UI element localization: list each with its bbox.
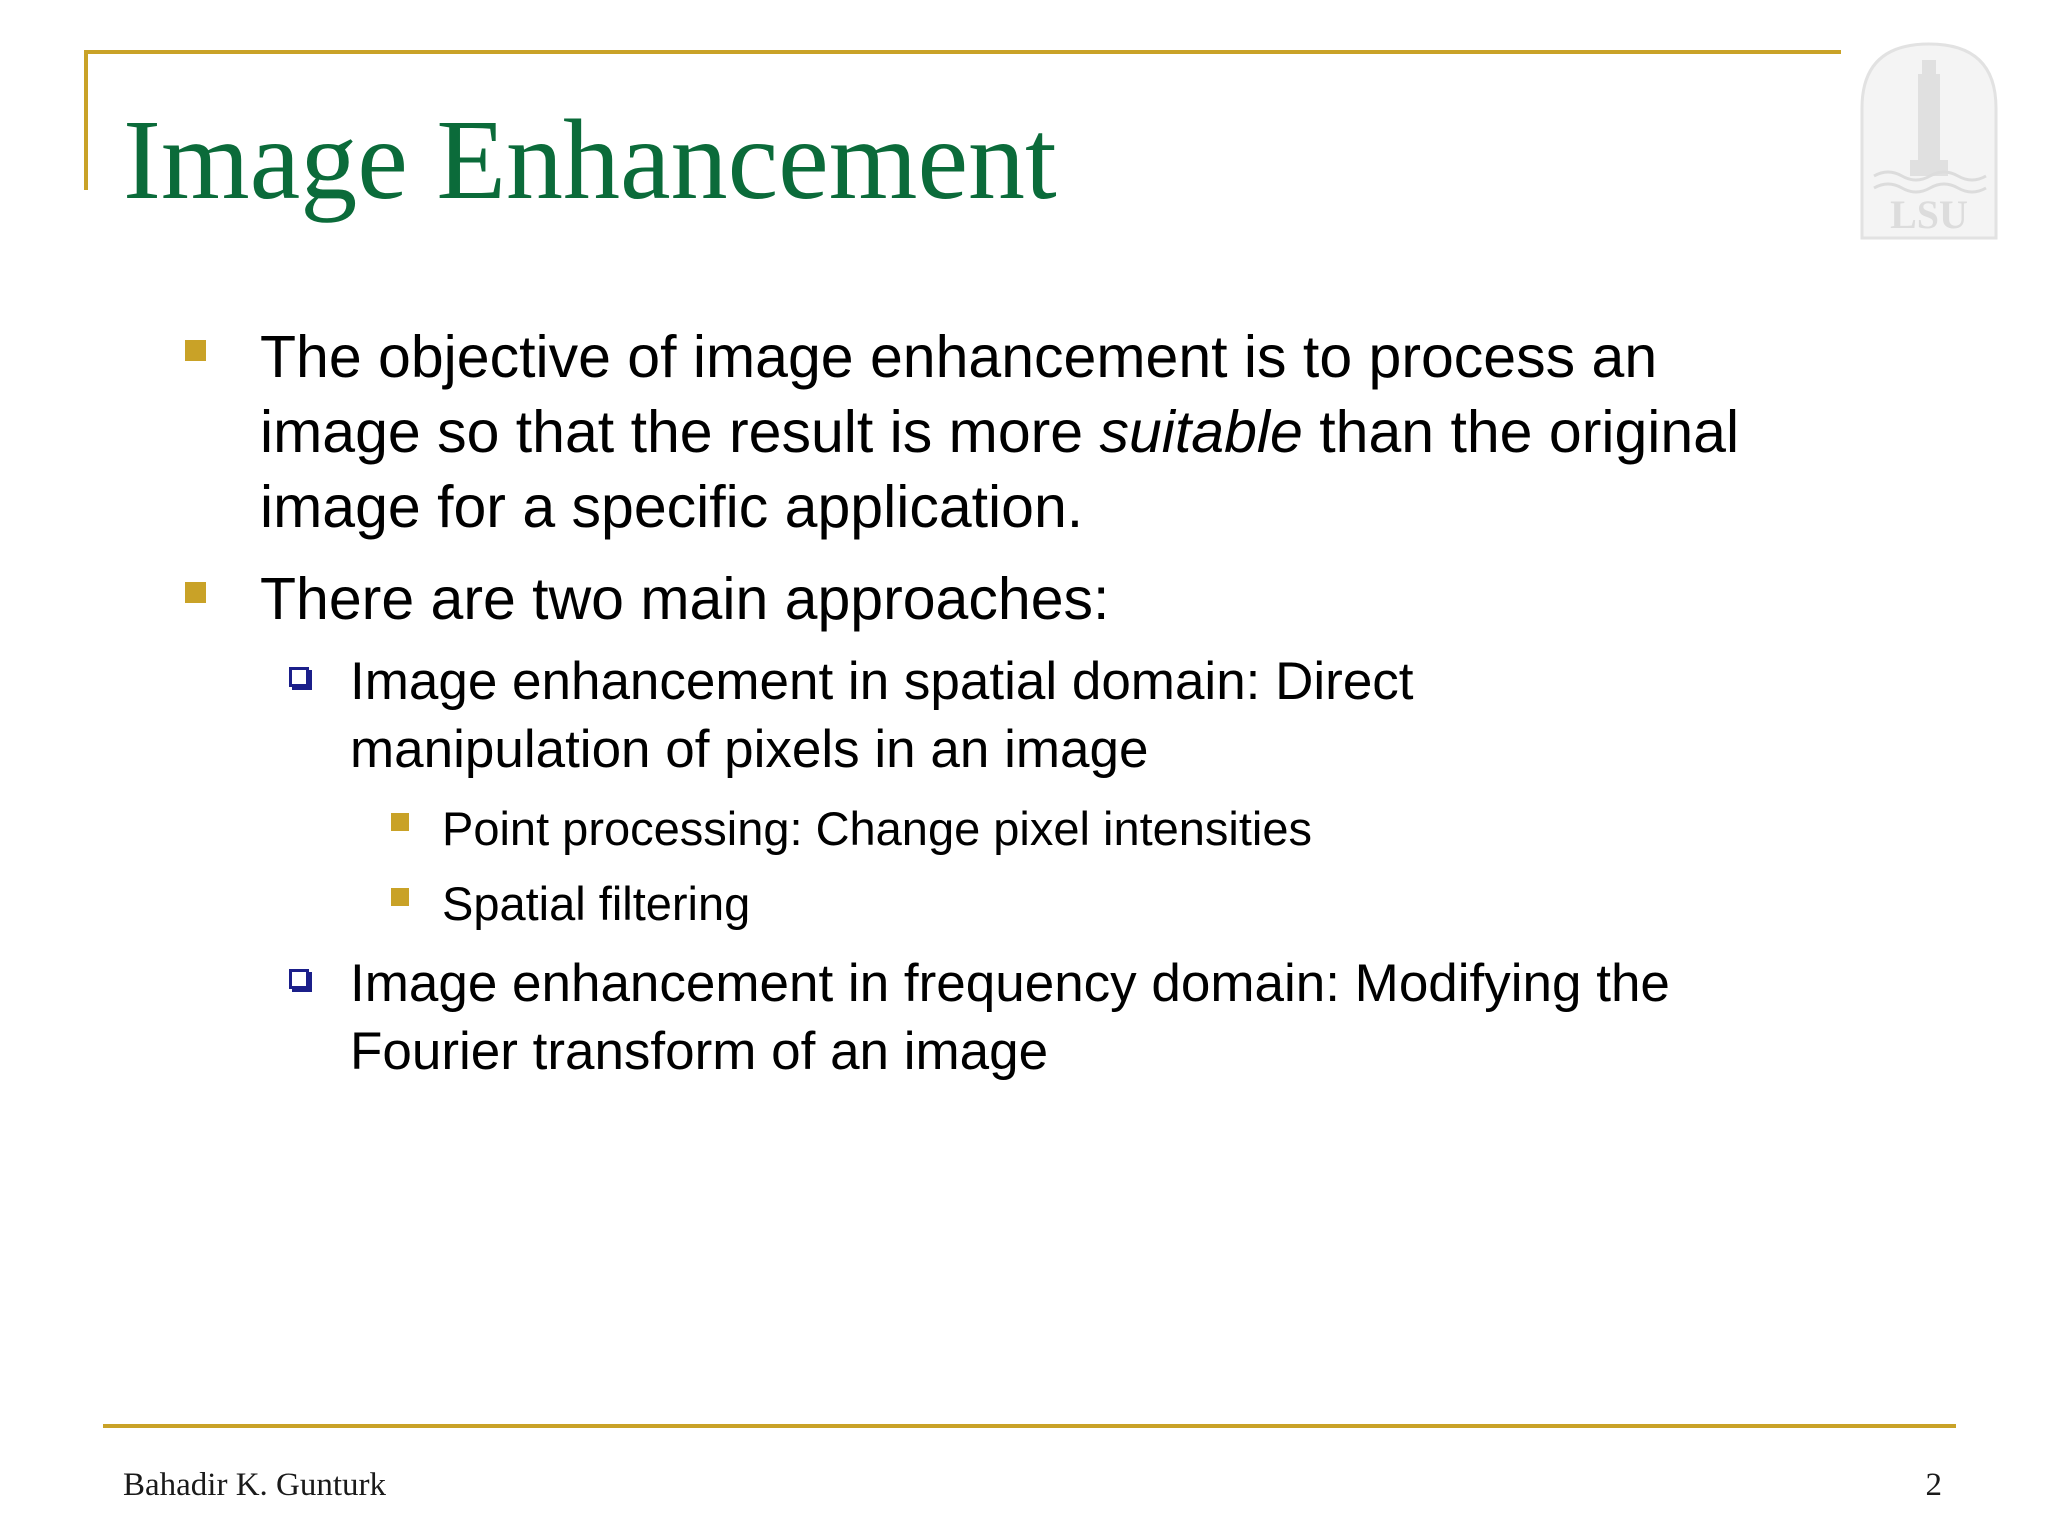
sub-sub-bullet-1: Point processing: Change pixel intensities <box>442 802 1313 855</box>
bullet-1-line-3: image for a specific application. <box>260 474 1084 540</box>
bullet-1-line-2-after: than the original <box>1302 399 1740 465</box>
sub-bullet-2-line-1: Image enhancement in frequency domain: Modifying the <box>350 954 1670 1013</box>
bullet-2-line-1: There are two main approaches: <box>260 566 1110 632</box>
sub-sub-bullet-2: Spatial filtering <box>442 877 751 930</box>
emphasis-suitable: suitable <box>1099 399 1303 465</box>
bullet-square-icon <box>391 813 409 831</box>
bullet-1-line-1: The objective of image enhancement is to process an <box>260 324 1658 390</box>
slide-title: Image Enhancement <box>123 96 1057 223</box>
top-rule <box>84 50 1841 54</box>
lsu-logo <box>1856 38 2002 246</box>
sub-bullet-2-line-2: Fourier transform of an image <box>350 1022 1049 1081</box>
lsu-logo-text: LSU <box>1890 192 1968 237</box>
bullet-square-icon <box>391 888 409 906</box>
sub-bullet-1-line-1: Image enhancement in spatial domain: Direct <box>350 652 1414 711</box>
left-rule <box>84 50 88 190</box>
bullet-1-line-2 <box>260 395 1739 470</box>
bottom-rule <box>103 1424 1956 1428</box>
bullet-square-icon <box>185 582 206 603</box>
hollow-square-icon <box>289 667 309 687</box>
page-number: 2 <box>1925 1467 1942 1503</box>
bullet-square-icon <box>185 340 206 361</box>
hollow-square-icon <box>289 969 309 989</box>
sub-bullet-1-line-2: manipulation of pixels in an image <box>350 720 1149 779</box>
footer-author: Bahadir K. Gunturk <box>123 1467 387 1503</box>
bullet-1-line-2-before: image so that the result is more <box>260 399 1100 465</box>
